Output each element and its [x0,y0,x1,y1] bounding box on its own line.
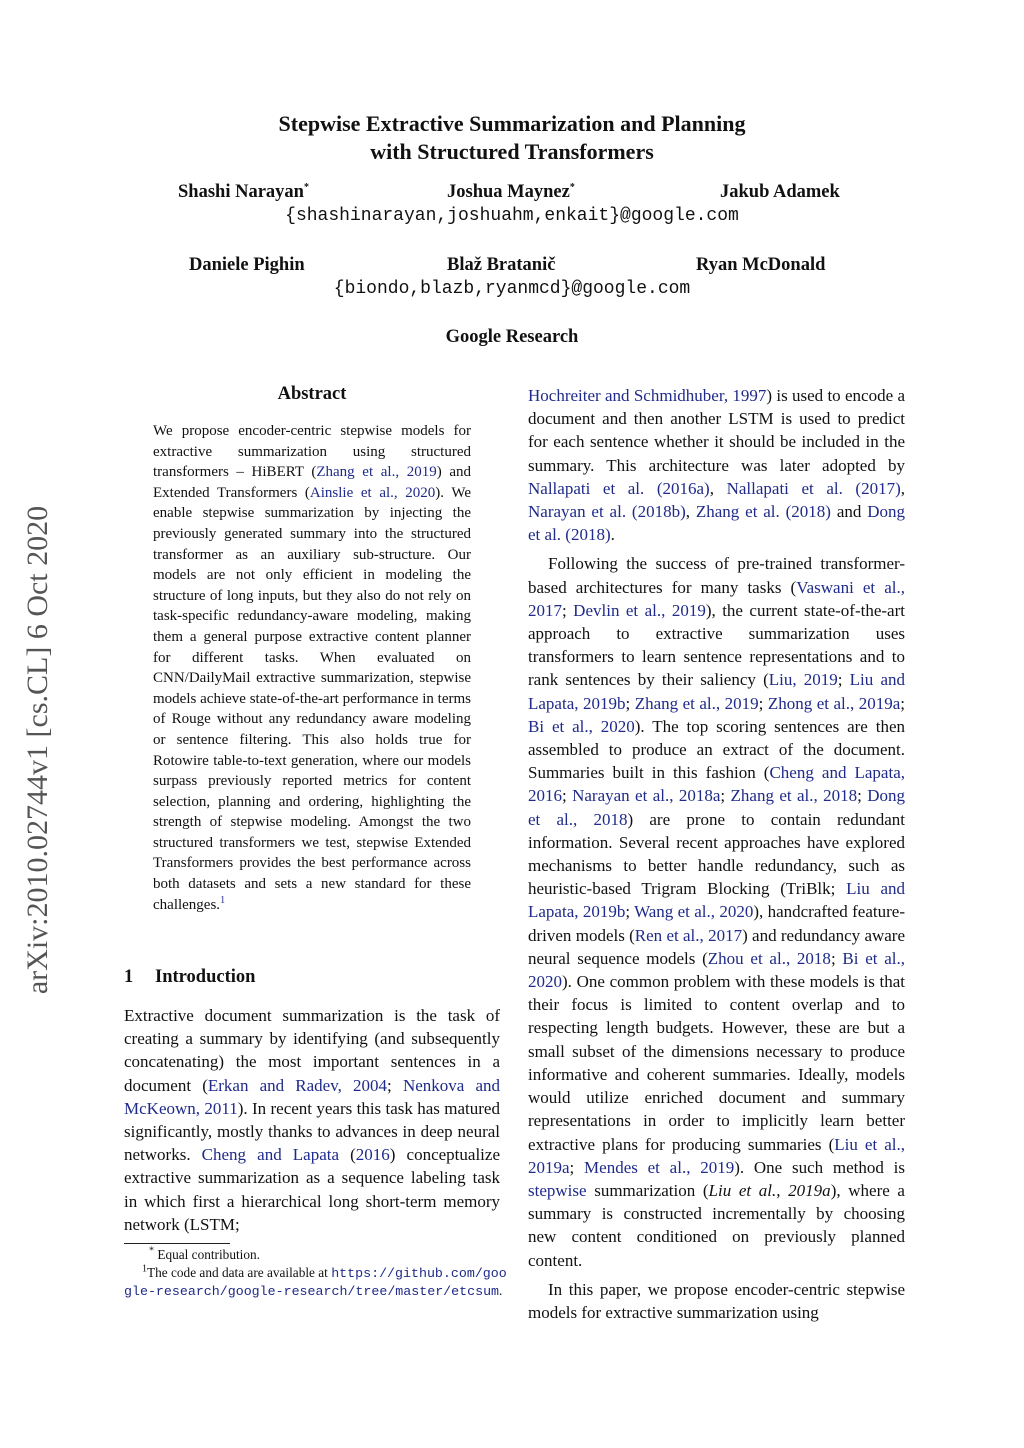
footnote-equal-contribution: * Equal contribution. [149,1245,260,1262]
citation-link[interactable]: Zhang et al., 2019 [634,693,759,713]
author-4 [189,255,305,276]
author-6 [696,255,825,276]
citation-link[interactable]: Mendes et al., 2019 [584,1157,735,1177]
author-3 [720,182,840,203]
section-heading [124,967,255,988]
affiliation: Google Research [445,327,579,347]
citation-link[interactable]: Erkan and Radev, 2004 [207,1075,388,1095]
citation-link[interactable]: Nenkova and McKeown, 2011 [124,1075,501,1118]
arxiv-stamp: arXiv:2010.02744v1 [cs.CL] 6 Oct 2020 [21,505,54,995]
author-name: Ryan McDonald [696,255,826,275]
citation-link[interactable]: Dong et al. (2018) [528,502,906,545]
citation-link[interactable]: Cheng and Lapata [201,1145,340,1165]
citation-link[interactable]: Dong et al., 2018 [528,786,905,829]
citation-link[interactable]: Zhang et al., 2019 [316,464,437,481]
title-line-1: Stepwise Extractive Summarization and Planning [278,111,746,136]
citation-link[interactable]: Zhou et al., 2018 [707,948,831,968]
abstract-body: We propose encoder-centric stepwise models for extractive summarization using structured transformers – HiBERT (Zhang et al., 2019) and Extended Transformers (Ainslie et al., 2020). We enable stepwise summarization by injecting the previously generated summary into the structured transformer as an auxiliary sub-structure. Our models are not only efficient in modeling the structure of long inputs, but they also do not rely on task-specific redundancy-aware modeling, making them a general purpose extractive content planner for different tasks. When evaluated on CNN/DailyMail extractive summarization, stepwise models achieve state-of-the-art performance in terms of Rouge without any redundancy aware modeling or sentence filtering. This also holds true for Rotowire table-to-text generation, where our models surpass previously reported metrics for content selection, planning and ordering, highlighting the strength of stepwise modeling. Amongst the two structured transformers we test, stepwise Extended Transformers provides the best performance across both datasets and sets a new standard for these challenges.$^1$ [153,423,471,913]
paper-title [0,110,1024,166]
footnote-ref-link[interactable]: 1 [220,894,226,906]
intro-paragraph-1: Extractive document summarization is the task of creating a summary by identifying (and subsequently concatenating) the most important sentences in a document (Erkan and Radev, 2004; Nenkova and McKeown, 2011). In recent years this task has matured significantly, mostly thanks to advances in deep neural networks. Cheng and Lapata (2016) conceptualize extractive summarization as a sequence labeling task in which first a hierarchical long short-term memory network (LSTM; [124,1006,501,1234]
author-1 [178,182,309,203]
author-name: Joshua Maynez [447,182,570,202]
citation-link[interactable]: Vaswani et al., 2017 [528,577,906,620]
citation-link[interactable]: Ren et al., 2017 [634,925,743,945]
code-url-link[interactable]: https://github.com/google-research/google-research/tree/master/etcsum [124,1266,507,1299]
citation-link[interactable]: Nallapati et al. (2016a) [528,478,710,498]
intro-column-right [528,384,905,1324]
citation-link[interactable]: Zhang et al., 2018 [730,786,858,806]
citation-link[interactable]: Narayan et al., 2018a [572,786,721,806]
citation-link[interactable]: 2016 [355,1145,390,1165]
citation-link[interactable]: Liu et al., 2019a [528,1134,905,1177]
equal-contribution-mark: * [569,181,575,193]
intro-paragraph-4: In this paper, we propose encoder-centric stepwise models for extractive summarization using [528,1279,905,1322]
intro-paragraph-2: Hochreiter and Schmidhuber, 1997) is used to encode a document and then another LSTM is used to predict for each sentence whether it should be included in the summary. This architecture was later adopted by Nallapati et al. (2016a), Nallapati et al. (2017), Narayan et al. (2018b), Zhang et al. (2018) and Dong et al. (2018). [528,386,906,545]
emphasis-stepwise: Liu et al., 2019a [708,1180,831,1200]
author-emails-1: {shashinarayan,joshuahm,enkait}@google.com [285,206,739,226]
author-name: Shashi Narayan [178,182,304,202]
equal-contribution-mark: * [303,181,309,193]
intro-column-left [124,1004,500,1236]
citation-link[interactable]: Cheng and Lapata, 2016 [528,763,905,806]
author-name: Blaž Bratanič [447,255,556,275]
section-number: 1 [124,967,134,987]
author-emails-2: {biondo,blazb,ryanmcd}@google.com [333,279,691,299]
citation-link[interactable]: Zhang et al. (2018) [695,502,831,522]
citation-link[interactable]: stepwise [528,1180,587,1200]
footnote-divider [124,1243,230,1244]
citation-link[interactable]: Nallapati et al. (2017) [726,478,901,498]
citation-link[interactable]: Ainslie et al., 2020 [309,484,436,501]
citation-link[interactable]: Liu and Lapata, 2019b [528,670,905,713]
citation-link[interactable]: Bi et al., 2020 [528,716,635,736]
footnote-code-availability: $^1$The code and data are available at https://github.com/google-research/google-research/tree/master/etcsum. [124,1263,507,1299]
section-title: Introduction [155,967,256,987]
intro-paragraph-3: Following the success of pre-trained transformer-based architectures for many tasks (Vaswani et al., 2017; Devlin et al., 2019), the current state-of-the-art approach to extractive summarization uses transformers to learn sentence representations and to rank sentences by their saliency (Liu, 2019; Liu and Lapata, 2019b; Zhang et al., 2019; Zhong et al., 2019a; Bi et al., 2020). The top scoring sentences are then assembled to produce an extract of the document. Summaries built in this fashion (Cheng and Lapata, 2016; Narayan et al., 2018a; Zhang et al., 2018; Dong et al., 2018) are prone to contain redundant information. Several recent approaches have explored mechanisms to better handle redundancy, such as heuristic-based Trigram Blocking (TriBlk; Liu and Lapata, 2019b; Wang et al., 2020), handcrafted feature-driven models (Ren et al., 2017) and redundancy aware neural sequence models (Zhou et al., 2018; Bi et al., 2020). One common problem with these models is that their focus is limited to content overlap and to respecting length budgets. However, these are but a small subset of the dimensions necessary to produce informative and coherent summaries. Ideally, models would utilize enriched document and summary representations in order to implicitly learn better extractive plans for producing summaries (Liu et al., 2019a; Mendes et al., 2019). One such method is stepwise summarization (Liu et al., 2019a), where a summary is constructed incrementally by choosing new content conditioned on previously planned content. [528,554,906,1270]
citation-link[interactable]: Wang et al., 2020 [634,902,754,922]
author-name: Jakub Adamek [720,182,840,202]
author-5 [447,255,555,276]
author-name: Daniele Pighin [189,255,305,275]
citation-link[interactable]: Narayan et al. (2018b) [528,502,686,522]
author-2 [447,182,575,203]
citation-link[interactable]: Zhong et al., 2019a [767,693,901,713]
citation-link[interactable]: Devlin et al., 2019 [573,600,706,620]
abstract-heading: Abstract [277,384,347,404]
citation-link[interactable]: Bi et al., 2020 [528,948,905,992]
citation-link[interactable]: Liu, 2019 [768,670,838,690]
title-line-2: with Structured Transformers [370,139,654,164]
citation-link[interactable]: Liu and Lapata, 2019b [528,879,905,922]
citation-link[interactable]: Hochreiter and Schmidhuber, 1997 [528,386,767,405]
